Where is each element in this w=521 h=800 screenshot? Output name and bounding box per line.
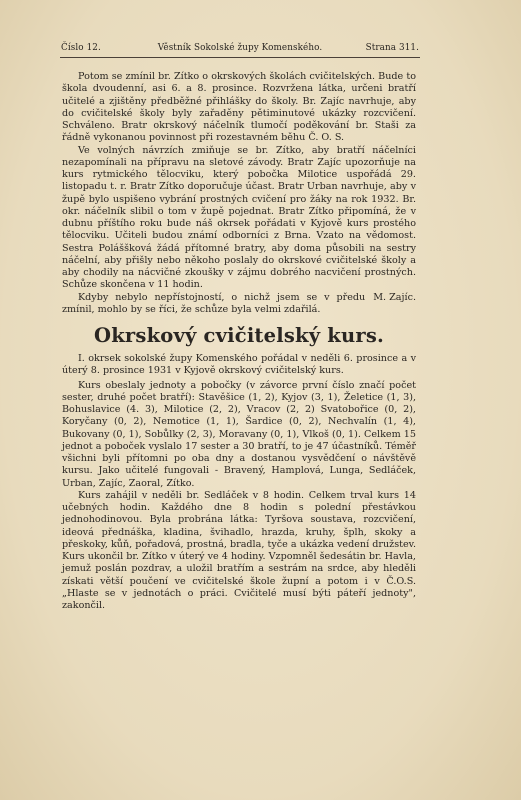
header-rule <box>60 57 420 58</box>
signature: M. Zajíc. <box>373 291 416 303</box>
paragraph: Potom se zmínil br. Zítko o okrskových školách cvičitelských. Bude to škola dvoudenní, asi 6. a 8. prosince. Rozvržena látka, určeni bratří učitelé a zjištěny předběžné přihlášky do školy. Br. Zajíc navrhuje, aby do cvičitelské školy byly zařaděny pětiminutové ukázky rozcvičení. Schváleno. Bratr okrskový náčelník tlumočí poděkování br. Staši za řádně vykonanou povinnost při rozestavném běhu Č. O. S. <box>62 71 416 144</box>
paragraph: I. okrsek sokolské župy Komenského pořádal v neděli 6. prosince a v úterý 8. prosince 1931 v Kyjově okrskový cvičitelský kurs. <box>62 353 416 377</box>
body-text <box>62 71 416 612</box>
paragraph: Kurs zahájil v neděli br. Sedláček v 8 hodin. Celkem trval kurs 14 učebných hodin. Každého dne 8 hodin s polední přestávkou jednohodinovou. Byla probrána látka: Tyršova soustava, rozcvičení, ideová přednáška, kladina, švihadlo, hrazda, kruhy, šplh, skoky a přeskoky, kůň, pořadová, prostná, bradla, tyče a ukázka vedení družstev. Kurs ukončil br. Zítko v úterý ve 4 hodiny. Vzpomněl šedesátin br. Havla, jemuž poslán pozdrav, a uložil bratřím a sestrám na srdce, aby hleděli získati větší poučení ve cvičitelské škole župní a potom i v Č.O.S. „Hlaste se v jednotách o práci. Cvičitelé musí býti páteří jednoty", zakončil. <box>62 489 416 611</box>
closing-text: Kdyby nebylo nepřístojností, o nichž jsem se v předu zmínil, mohlo by se říci, že schůze byla velmi zdařilá. <box>62 291 366 315</box>
section-title: Okrskový cvičitelský kurs. <box>94 324 384 347</box>
paragraph: Ve volných návrzích zmiňuje se br. Zítko, aby bratří náčelníci nezapomínali na přípravu na sletové závody. Bratr Zajíc upozorňuje na kurs rytmického tělocviku, který pobočka Milotice uspořádá 29. listopadu t. r. Bratr Zítko doporučuje účast. Bratr Urban navrhuje, aby v župě bylo uspišeno vybrání prostných cvičení pro žáky na rok 1932. Br. okr. náčelník slibil o tom v župě pojednat. Bratr Zítko připomíná, že v dubnu příštího roku bude náš okrsek pořádati v Kyjově kurs prostého tělocviku. Učiteli budou známí odborníci z Brna. Vzato na vědomost. Sestra Poláššková žádá přítomné bratry, aby doma působili na sestry náčelní, aby přišly nebo někoho poslaly do okrskové cvičitelské školy a aby chodily na nácvičné zkoušky v zájmu dobrého nacvičení prostných. Schůze skončena v 11 hodin. <box>62 144 416 291</box>
closing-paragraph <box>62 292 416 317</box>
page-number: Strana 311. <box>365 43 419 53</box>
issue-number: Číslo 12. <box>61 43 101 53</box>
journal-title: Věstník Sokolské župy Komenského. <box>157 43 323 53</box>
paragraph: Kurs obeslaly jednoty a pobočky (v závorce první číslo značí počet sester, druhé počet bratří): Stavěšice (1, 2), Kyjov (3, 1), Želetice (1, 3), Bohuslavice (4. 3), Milotice (2, 2), Vracov (2, 2) Svatobořice (0, 2), Koryčany (0, 2), Nemotice (1, 1), Šardice (0, 2), Nechvalín (1, 4), Bukovany (0, 1), Sobůlky (2, 3), Moravany (0, 1), Vlkoš (0, 1). Celkem 15 jednot a poboček vyslalo 17 sester a 30 bratří, to je 47 účastníků. Téměř všichni byli přítomni po oba dny a dostanou vysvědčení o návštěvě kursu. Jako učitelé fungovali - Bravený, Hamplová, Lunga, Sedláček, Urban, Zajíc, Zaoral, Zítko. <box>62 379 416 489</box>
